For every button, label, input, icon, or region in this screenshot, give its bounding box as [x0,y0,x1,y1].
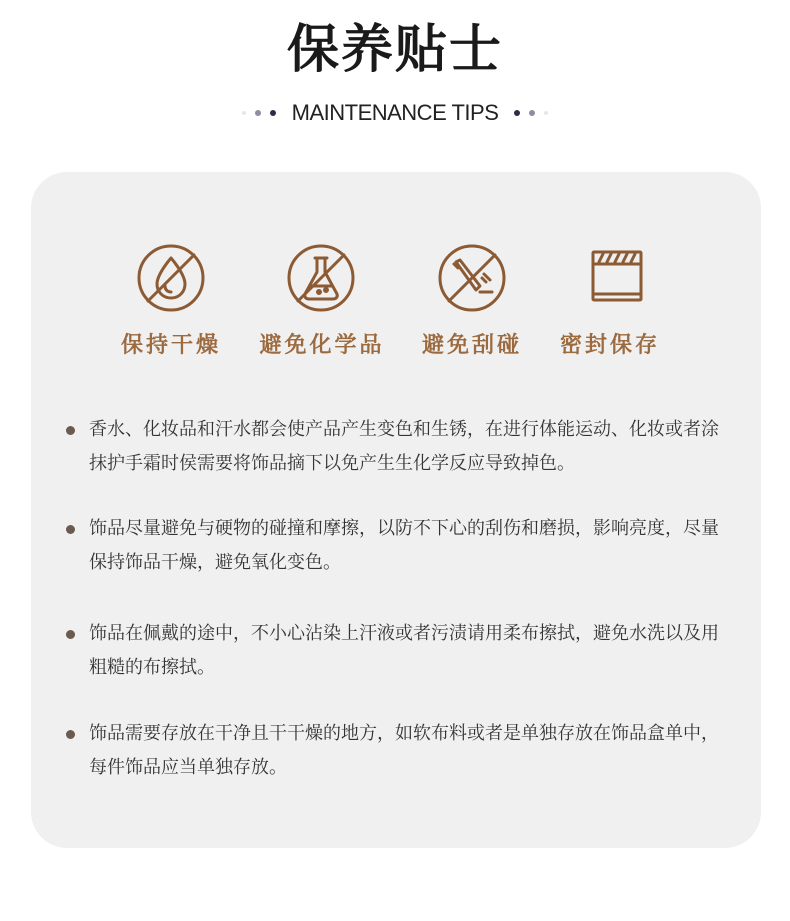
tips-card [31,172,761,848]
icon-label-keep-dry: 保持干燥 [120,333,222,358]
list-item: 饰品尽量避免与硬物的碰撞和摩擦，以防不下心的刮伤和磨损，影响亮度，尽量保持饰品干燥，避免氧化变色。 [89,518,719,573]
list-item: 香水、化妆品和汗水都会使产品产生变色和生锈，在进行体能运动、化妆或者涂抹护手霜时侯需要将饰品摘下以免产生生化学反应导致掉色。 [89,419,719,474]
left-dots-decoration [242,110,276,116]
list-item: 饰品在佩戴的途中，不小心沾染上汗液或者污渍请用柔布擦拭，避免水洗以及用粗糙的布擦拭。 [89,623,719,678]
bullet-icon [66,525,75,534]
dot-decoration [255,110,261,116]
no-chemical-flask-icon [285,242,357,314]
bullet-icon [66,426,75,435]
right-dots-decoration [514,110,548,116]
bullet-icon [66,630,75,639]
sealed-box-icon [581,242,653,314]
icon-label-avoid-scratch: 避免刮碰 [421,333,523,358]
dot-decoration [544,111,548,115]
dot-decoration [529,110,535,116]
icon-label-avoid-chemicals: 避免化学品 [259,333,385,358]
no-scratch-knife-icon [436,242,508,314]
page-subtitle: MAINTENANCE TIPS [291,100,499,125]
icon-row [31,242,761,312]
no-water-drop-icon [135,242,207,314]
dot-decoration [242,111,246,115]
dot-decoration [514,110,520,116]
dot-decoration [270,110,276,116]
icon-label-sealed-storage: 密封保存 [559,333,661,358]
subtitle-row [0,98,790,128]
bullet-icon [66,730,75,739]
list-item: 饰品需要存放在干净且干干燥的地方，如软布料或者是单独存放在饰品盒单中，每件饰品应当单独存放。 [89,723,719,778]
page-title: 保养贴士 [286,20,503,80]
